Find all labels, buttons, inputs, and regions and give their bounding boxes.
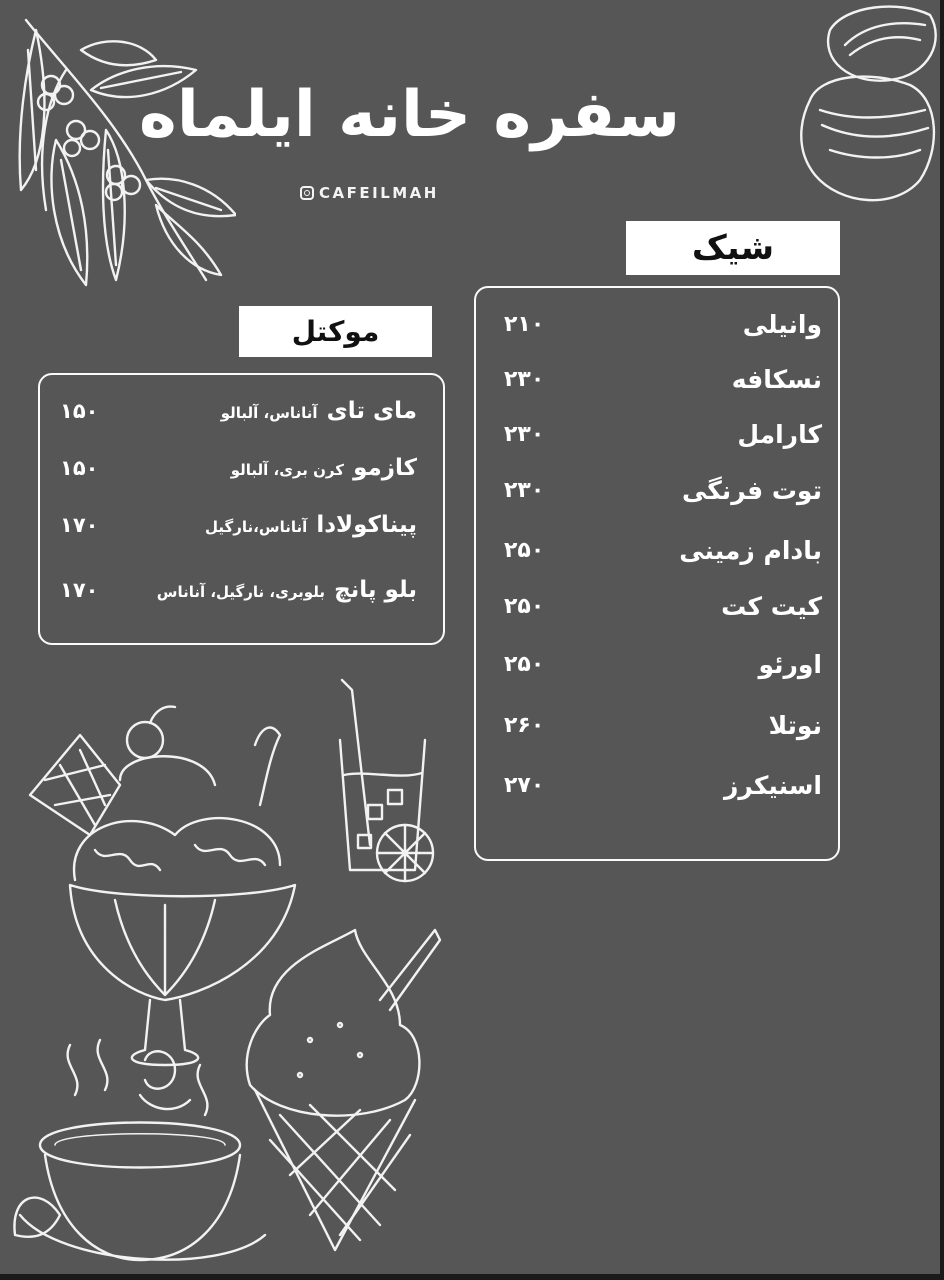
- mocktail-item: [40, 391, 443, 431]
- shake-item: [476, 415, 838, 455]
- mocktail-item: [40, 448, 443, 488]
- brand-logo-title: سفره خانه ایلماه: [139, 78, 680, 152]
- shake-item-price: ۲۱۰: [504, 312, 545, 337]
- shake-item: [476, 305, 838, 345]
- shake-menu-panel: [474, 286, 840, 861]
- mocktail-item-desc: آناناس،نارگیل: [205, 518, 308, 536]
- mocktail-item-price: ۱۵۰: [60, 399, 99, 423]
- shake-item-name: نسکافه: [731, 365, 822, 394]
- lemonade-glass-icon: [330, 675, 445, 885]
- shake-item-name: اورئو: [758, 650, 822, 679]
- shake-item: [476, 471, 838, 511]
- shake-item-price: ۲۳۰: [504, 422, 545, 447]
- shake-item-name: کارامل: [737, 420, 822, 449]
- shake-item-name: نوتلا: [768, 711, 822, 740]
- shake-item-name: بادام زمینی: [679, 536, 822, 565]
- shake-item-price: ۲۵۰: [504, 652, 545, 677]
- shake-item-price: ۲۳۰: [504, 478, 545, 503]
- mocktail-item-name: پیناکولادا: [316, 512, 417, 538]
- shake-item-price: ۲۵۰: [504, 538, 545, 563]
- mocktail-section-title: موکتل: [239, 306, 432, 357]
- shake-item-name: کیت کت: [721, 592, 822, 621]
- mocktail-item-desc: بلوبری، نارگیل، آناناس: [156, 583, 325, 601]
- shake-item-price: ۲۵۰: [504, 594, 545, 619]
- instagram-icon: [300, 186, 314, 200]
- mocktail-item: [40, 505, 443, 545]
- shake-item-name: توت فرنگی: [681, 476, 822, 505]
- ice-cream-cone-icon: [240, 925, 445, 1265]
- shake-item: [476, 587, 838, 627]
- instagram-handle: [300, 182, 439, 204]
- shake-item-price: ۲۷۰: [504, 773, 545, 798]
- shake-item-price: ۲۳۰: [504, 367, 545, 392]
- mocktail-item-name: بلو پانچ: [334, 577, 417, 603]
- mocktail-item-line: [157, 570, 417, 610]
- mocktail-item-price: ۱۷۰: [60, 578, 99, 602]
- mocktail-menu-panel: [38, 373, 445, 645]
- mocktail-item-price: ۱۵۰: [60, 456, 99, 480]
- mocktail-item-price: ۱۷۰: [60, 513, 99, 537]
- mocktail-item-name: کازمو: [353, 455, 417, 481]
- shake-item: [476, 706, 838, 746]
- mocktail-item-name: مای تای: [326, 398, 417, 424]
- shake-item-name: اسنیکرز: [723, 771, 822, 800]
- mocktail-item-desc: کرن بری، آلبالو: [230, 461, 344, 479]
- coffee-cup-icon: [0, 1035, 270, 1275]
- mocktail-item-line: [231, 448, 417, 488]
- mocktail-item-line: [205, 505, 417, 545]
- shake-section-title: شیک: [626, 221, 840, 275]
- coffee-beans-icon: [790, 0, 944, 215]
- shake-item: [476, 360, 838, 400]
- mocktail-item-desc: آناناس، آلبالو: [220, 404, 318, 422]
- mocktail-item-line: [221, 391, 417, 431]
- mocktail-item: [40, 570, 443, 610]
- shake-item: [476, 645, 838, 685]
- instagram-handle-text: CAFEILMAH: [319, 184, 439, 202]
- shake-item-name: وانیلی: [742, 310, 822, 339]
- shake-item: [476, 531, 838, 571]
- shake-item-price: ۲۶۰: [504, 713, 545, 738]
- shake-item: [476, 766, 838, 806]
